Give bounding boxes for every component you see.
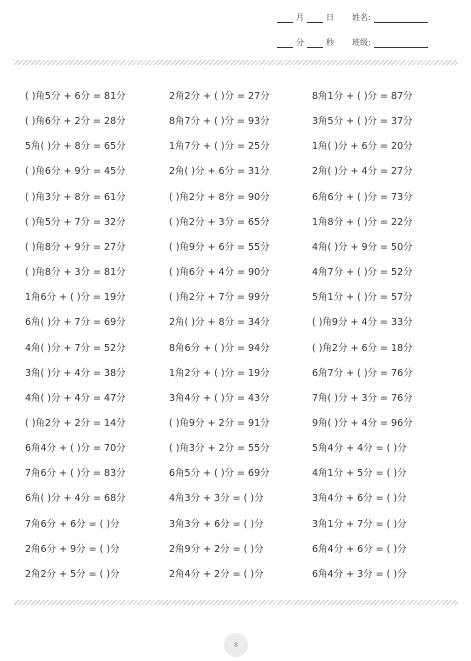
page-number: 8 bbox=[224, 633, 248, 657]
question-item[interactable]: ( )角8分 + 3分 = 81分 bbox=[25, 267, 126, 279]
question-item[interactable]: ( )角3分 + 8分 = 61分 bbox=[25, 191, 126, 203]
day-blank[interactable] bbox=[307, 13, 323, 23]
question-item[interactable]: 4角( )分 + 4分 = 47分 bbox=[25, 392, 126, 404]
question-item[interactable]: ( )角5分 + 6分 = 81分 bbox=[25, 91, 126, 102]
question-item[interactable]: 9角( )分 + 4分 = 96分 bbox=[312, 417, 413, 429]
question-item[interactable]: ( )角9分 + 6分 = 55分 bbox=[169, 241, 270, 253]
question-item[interactable]: 6角( )分 + 4分 = 68分 bbox=[25, 493, 126, 505]
question-item[interactable]: 3角4分 + 6分 = ( )分 bbox=[312, 493, 407, 505]
question-item[interactable]: 4角7分 + ( )分 = 52分 bbox=[312, 267, 413, 279]
question-item[interactable]: 7角6分 + 6分 = ( )分 bbox=[25, 518, 120, 530]
question-item[interactable]: 3角4分 + ( )分 = 43分 bbox=[169, 392, 270, 404]
time-field[interactable] bbox=[277, 37, 337, 48]
question-item[interactable]: ( )角2分 + 6分 = 18分 bbox=[312, 342, 413, 354]
question-item[interactable]: ( )角2分 + 7分 = 99分 bbox=[169, 292, 270, 304]
question-item[interactable]: 6角4分 + 6分 = ( )分 bbox=[312, 543, 407, 555]
question-item[interactable]: 4角3分 + 3分 = ( )分 bbox=[169, 493, 264, 505]
question-item[interactable]: 3角1分 + 7分 = ( )分 bbox=[312, 518, 407, 530]
question-item[interactable]: 3角5分 + ( )分 = 37分 bbox=[312, 116, 413, 128]
question-item[interactable]: 7角( )分 + 3分 = 76分 bbox=[312, 392, 413, 404]
question-item[interactable]: 1角8分 + ( )分 = 22分 bbox=[312, 216, 413, 228]
question-item[interactable]: ( )角9分 + 4分 = 33分 bbox=[312, 317, 413, 329]
question-item[interactable]: 7角6分 + ( )分 = 83分 bbox=[25, 468, 126, 480]
question-item[interactable]: 6角6分 + ( )分 = 73分 bbox=[312, 191, 413, 203]
question-item[interactable]: 3角3分 + 6分 = ( )分 bbox=[169, 518, 264, 530]
question-item[interactable]: 8角1分 + ( )分 = 87分 bbox=[312, 91, 413, 102]
question-item[interactable]: ( )角6分 + 9分 = 45分 bbox=[25, 166, 126, 178]
question-item[interactable]: 8角7分 + ( )分 = 93分 bbox=[169, 116, 270, 128]
question-item[interactable]: ( )角2分 + 8分 = 90分 bbox=[169, 191, 270, 203]
question-item[interactable]: ( )角3分 + 2分 = 55分 bbox=[169, 443, 270, 455]
second-blank[interactable] bbox=[307, 38, 323, 48]
question-item[interactable]: 8角6分 + ( )分 = 94分 bbox=[169, 342, 270, 354]
minute-blank[interactable] bbox=[277, 38, 293, 48]
question-item[interactable]: 2角( )分 + 4分 = 27分 bbox=[312, 166, 413, 178]
question-item[interactable]: 4角( )分 + 9分 = 50分 bbox=[312, 241, 413, 253]
question-item[interactable]: 6角5分 + ( )分 = 69分 bbox=[169, 468, 270, 480]
question-item[interactable]: 6角7分 + ( )分 = 76分 bbox=[312, 367, 413, 379]
top-divider bbox=[14, 60, 458, 65]
question-item[interactable]: ( )角6分 + 2分 = 28分 bbox=[25, 116, 126, 128]
month-label: 月 bbox=[296, 13, 304, 22]
question-item[interactable]: 5角( )分 + 8分 = 65分 bbox=[25, 141, 126, 153]
question-item[interactable]: ( )角8分 + 9分 = 27分 bbox=[25, 241, 126, 253]
name-field[interactable] bbox=[352, 12, 428, 23]
question-item[interactable]: 1角7分 + ( )分 = 25分 bbox=[169, 141, 270, 153]
month-blank[interactable] bbox=[277, 13, 293, 23]
date-field[interactable] bbox=[277, 12, 337, 23]
question-item[interactable]: ( )角9分 + 2分 = 91分 bbox=[169, 417, 270, 429]
question-item[interactable]: 6角( )分 + 7分 = 69分 bbox=[25, 317, 126, 329]
question-item[interactable]: 2角6分 + 9分 = ( )分 bbox=[25, 543, 120, 555]
minute-label: 分 bbox=[296, 38, 304, 47]
question-item[interactable]: 2角2分 + 5分 = ( )分 bbox=[25, 568, 120, 580]
name-label: 姓名: bbox=[352, 13, 371, 22]
question-item[interactable]: 2角( )分 + 8分 = 34分 bbox=[169, 317, 270, 329]
question-item[interactable]: 6角4分 + ( )分 = 70分 bbox=[25, 443, 126, 455]
question-item[interactable]: 6角4分 + 3分 = ( )分 bbox=[312, 568, 407, 580]
class-blank[interactable] bbox=[374, 38, 428, 48]
class-field[interactable] bbox=[352, 37, 428, 48]
question-item[interactable]: ( )角6分 + 4分 = 90分 bbox=[169, 267, 270, 279]
question-item[interactable]: 1角2分 + ( )分 = 19分 bbox=[169, 367, 270, 379]
second-label: 秒 bbox=[326, 38, 334, 47]
question-item[interactable]: ( )角5分 + 7分 = 32分 bbox=[25, 216, 126, 228]
question-item[interactable]: 1角6分 + ( )分 = 19分 bbox=[25, 292, 126, 304]
question-item[interactable]: ( )角2分 + 3分 = 65分 bbox=[169, 216, 270, 228]
question-item[interactable]: 1角( )分 + 6分 = 20分 bbox=[312, 141, 413, 153]
question-item[interactable]: 2角9分 + 2分 = ( )分 bbox=[169, 543, 264, 555]
question-item[interactable]: 3角( )分 + 4分 = 38分 bbox=[25, 367, 126, 379]
question-item[interactable]: 5角4分 + 4分 = ( )分 bbox=[312, 443, 407, 455]
question-item[interactable]: 5角1分 + ( )分 = 57分 bbox=[312, 292, 413, 304]
question-item[interactable]: ( )角2分 + 2分 = 14分 bbox=[25, 417, 126, 429]
bottom-divider bbox=[14, 600, 458, 605]
name-blank[interactable] bbox=[374, 13, 428, 23]
question-item[interactable]: 4角( )分 + 7分 = 52分 bbox=[25, 342, 126, 354]
day-label: 日 bbox=[326, 13, 334, 22]
question-item[interactable]: 4角1分 + 5分 = ( )分 bbox=[312, 468, 407, 480]
question-item[interactable]: 2角4分 + 2分 = ( )分 bbox=[169, 568, 264, 580]
question-item[interactable]: 2角( )分 + 6分 = 31分 bbox=[169, 166, 270, 178]
class-label: 班级: bbox=[352, 38, 371, 47]
question-item[interactable]: 2角2分 + ( )分 = 27分 bbox=[169, 91, 270, 102]
